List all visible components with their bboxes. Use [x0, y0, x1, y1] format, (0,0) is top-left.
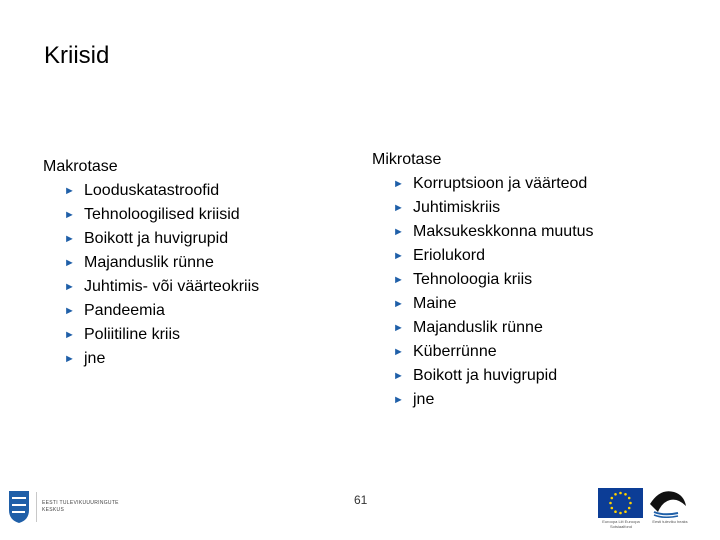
list-item [393, 388, 594, 412]
list-item-text: Maine [413, 295, 457, 312]
list-item-text: Eriolukord [413, 247, 486, 264]
triangle-right-icon: ► [64, 257, 75, 269]
list-item [393, 172, 594, 196]
right-column-heading: Mikrotase [372, 151, 442, 168]
logo-text-line: EESTI TULEVIKUUURINGUTE [42, 500, 119, 506]
list-item [393, 244, 594, 268]
list-item-text: Juhtimiskriis [413, 199, 501, 216]
triangle-right-icon: ► [393, 274, 404, 286]
triangle-right-icon: ► [393, 250, 404, 262]
list-item [64, 179, 259, 203]
list-item-text: Pandeemia [84, 302, 165, 319]
triangle-right-icon: ► [64, 185, 75, 197]
estonia-logo-caption: Eesti tuleviku heaks [652, 519, 688, 524]
logo-divider [36, 492, 37, 522]
list-item [393, 196, 594, 220]
left-bullet-list [43, 179, 259, 371]
triangle-right-icon: ► [393, 322, 404, 334]
left-column-macro [43, 155, 259, 371]
list-item-text: Korruptsioon ja väärteod [413, 175, 588, 192]
list-item-text: Majanduslik rünne [84, 254, 214, 271]
triangle-right-icon: ► [393, 298, 404, 310]
list-item-text: Tehnoloogia kriis [413, 271, 533, 288]
list-item [64, 323, 259, 347]
left-column-heading: Makrotase [43, 158, 118, 175]
list-item-text: Küberrünne [413, 343, 497, 360]
list-item [393, 340, 594, 364]
eu-logo-caption: Euroopa Liit Euroopa Sotsiaalfond [602, 519, 640, 529]
list-item-text: Boikott ja huvigrupid [413, 367, 558, 384]
list-item [64, 299, 259, 323]
list-item-text: jne [413, 391, 435, 408]
eu-flag-logo [598, 488, 643, 518]
list-item-text: Juhtimis- või väärteokriis [84, 278, 260, 295]
triangle-right-icon: ► [64, 353, 75, 365]
list-item-text: Maksukeskkonna muutus [413, 223, 594, 240]
list-item [393, 316, 594, 340]
list-item [393, 268, 594, 292]
triangle-right-icon: ► [64, 305, 75, 317]
logo-text-line: KESKUS [42, 507, 65, 513]
triangle-right-icon: ► [393, 346, 404, 358]
page-number: 61 [354, 493, 368, 507]
list-item [393, 220, 594, 244]
list-item [393, 292, 594, 316]
list-item [64, 227, 259, 251]
triangle-right-icon: ► [64, 281, 75, 293]
slide-title: Kriisid [44, 42, 110, 69]
list-item-text: jne [84, 350, 106, 367]
list-item-text: Tehnoloogilised kriisid [84, 206, 240, 223]
list-item-text: Boikott ja huvigrupid [84, 230, 229, 247]
estonia-swallow-logo [648, 486, 688, 518]
foresight-centre-logo [8, 490, 119, 524]
list-item-text: Looduskatastroofid [84, 182, 220, 199]
list-item [64, 275, 259, 299]
right-column-micro [372, 148, 594, 412]
triangle-right-icon: ► [393, 226, 404, 238]
list-item [64, 347, 259, 371]
list-item [64, 203, 259, 227]
triangle-right-icon: ► [393, 370, 404, 382]
list-item [64, 251, 259, 275]
logo-text [42, 500, 119, 514]
list-item [393, 364, 594, 388]
triangle-right-icon: ► [393, 394, 404, 406]
triangle-right-icon: ► [64, 209, 75, 221]
coat-of-arms-icon [8, 490, 30, 524]
right-bullet-list [372, 172, 594, 412]
triangle-right-icon: ► [393, 178, 404, 190]
list-item-text: Majanduslik rünne [413, 319, 543, 336]
triangle-right-icon: ► [64, 329, 75, 341]
triangle-right-icon: ► [64, 233, 75, 245]
triangle-right-icon: ► [393, 202, 404, 214]
list-item-text: Poliitiline kriis [84, 326, 181, 343]
